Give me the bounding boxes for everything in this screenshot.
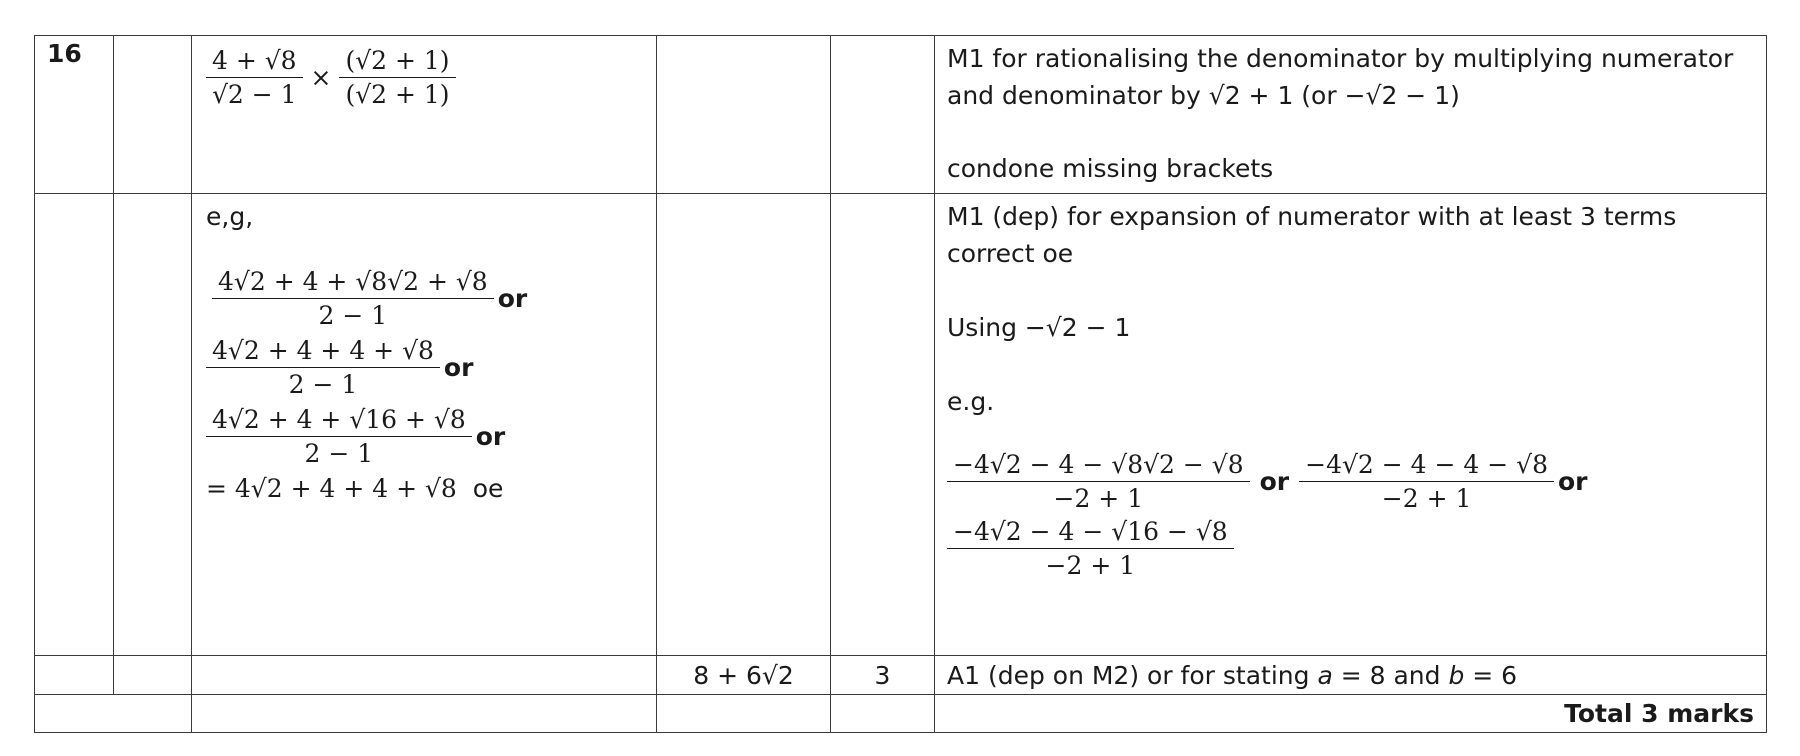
table-row [35,36,1767,194]
answer-cell: 8 + 6√2 [657,656,831,695]
part-cell [114,194,192,656]
fraction [212,267,494,330]
numerator: 4√2 + 4 + √8√2 + √8 [212,267,494,299]
empty-cell [657,695,831,733]
denominator: −2 + 1 [1381,484,1472,513]
marks-cell: 3 [831,656,935,695]
denominator: −2 + 1 [1045,551,1136,580]
denominator: (√2 + 1) [345,80,450,109]
working-cell [192,36,657,194]
guidance-cell [935,194,1767,656]
expanded-result [206,474,644,503]
fraction [339,46,455,109]
working-cell [192,656,657,695]
or-label: or [1558,467,1588,496]
numerator: (√2 + 1) [339,46,455,78]
alternative-expansions [947,450,1754,513]
guidance-text: and denominator by √2 + 1 (or −√2 − 1) [947,81,1460,110]
part-cell [114,36,192,194]
fraction [206,46,303,109]
eg-label: e.g. [947,387,995,416]
guidance-text: = 6 [1464,660,1518,690]
denominator: 2 − 1 [304,439,374,468]
guidance-text: A1 (dep on M2) or for stating [947,660,1318,690]
numerator: 4 + √8 [206,46,303,78]
expanded-expression: = 4√2 + 4 + 4 + √8 [206,474,457,503]
or-label: or [443,353,474,382]
empty-cell [831,695,935,733]
variable-a: a [1317,660,1333,690]
variable-b: b [1448,660,1465,690]
fraction [1299,450,1554,513]
alternative-label: Using −√2 − 1 [947,313,1131,342]
fraction [206,336,440,399]
table-row [35,194,1767,656]
or-label: or [1259,467,1290,496]
total-marks: Total 3 marks [935,695,1767,733]
empty-cell [35,695,192,733]
denominator: −2 + 1 [1053,484,1144,513]
denominator: 2 − 1 [288,370,358,399]
numerator: 4√2 + 4 + 4 + √8 [206,336,440,368]
guidance-cell [935,656,1767,695]
eg-label: e,g, [206,202,254,231]
working-cell [192,194,657,656]
denominator: √2 − 1 [212,80,297,109]
part-cell [114,656,192,695]
times-sign: × [310,63,332,92]
question-cell [35,194,114,656]
guidance-text: M1 for rationalising the denominator by multiplying numerator [947,44,1734,73]
guidance-note: condone missing brackets [947,154,1274,183]
fraction [947,450,1250,513]
numerator: −4√2 − 4 − 4 − √8 [1299,450,1554,482]
answer-cell [657,194,831,656]
fraction [206,405,472,468]
fraction [947,517,1234,580]
question-number: 16 [35,36,114,194]
expansion-option-1 [212,267,644,330]
guidance-text: correct oe [947,239,1074,268]
answer-cell [657,36,831,194]
alternative-expansion-3 [947,517,1754,580]
numerator: 4√2 + 4 + √16 + √8 [206,405,472,437]
or-label: or [475,422,506,451]
marks-cell [831,194,935,656]
numerator: −4√2 − 4 − √16 − √8 [947,517,1234,549]
guidance-cell [935,36,1767,194]
expansion-option-3 [206,405,644,468]
rationalising-expression [206,46,644,109]
expansion-option-2 [206,336,644,399]
guidance-text: M1 (dep) for expansion of numerator with at least 3 terms [947,202,1677,231]
marks-cell [831,36,935,194]
denominator: 2 − 1 [318,301,388,330]
oe-label: oe [472,474,504,503]
table-row [35,695,1767,733]
or-label: or [497,284,528,313]
mark-scheme-table [34,35,1767,733]
question-cell [35,656,114,695]
table-row [35,656,1767,695]
empty-cell [192,695,657,733]
numerator: −4√2 − 4 − √8√2 − √8 [947,450,1250,482]
guidance-text: = 8 and [1332,660,1449,690]
